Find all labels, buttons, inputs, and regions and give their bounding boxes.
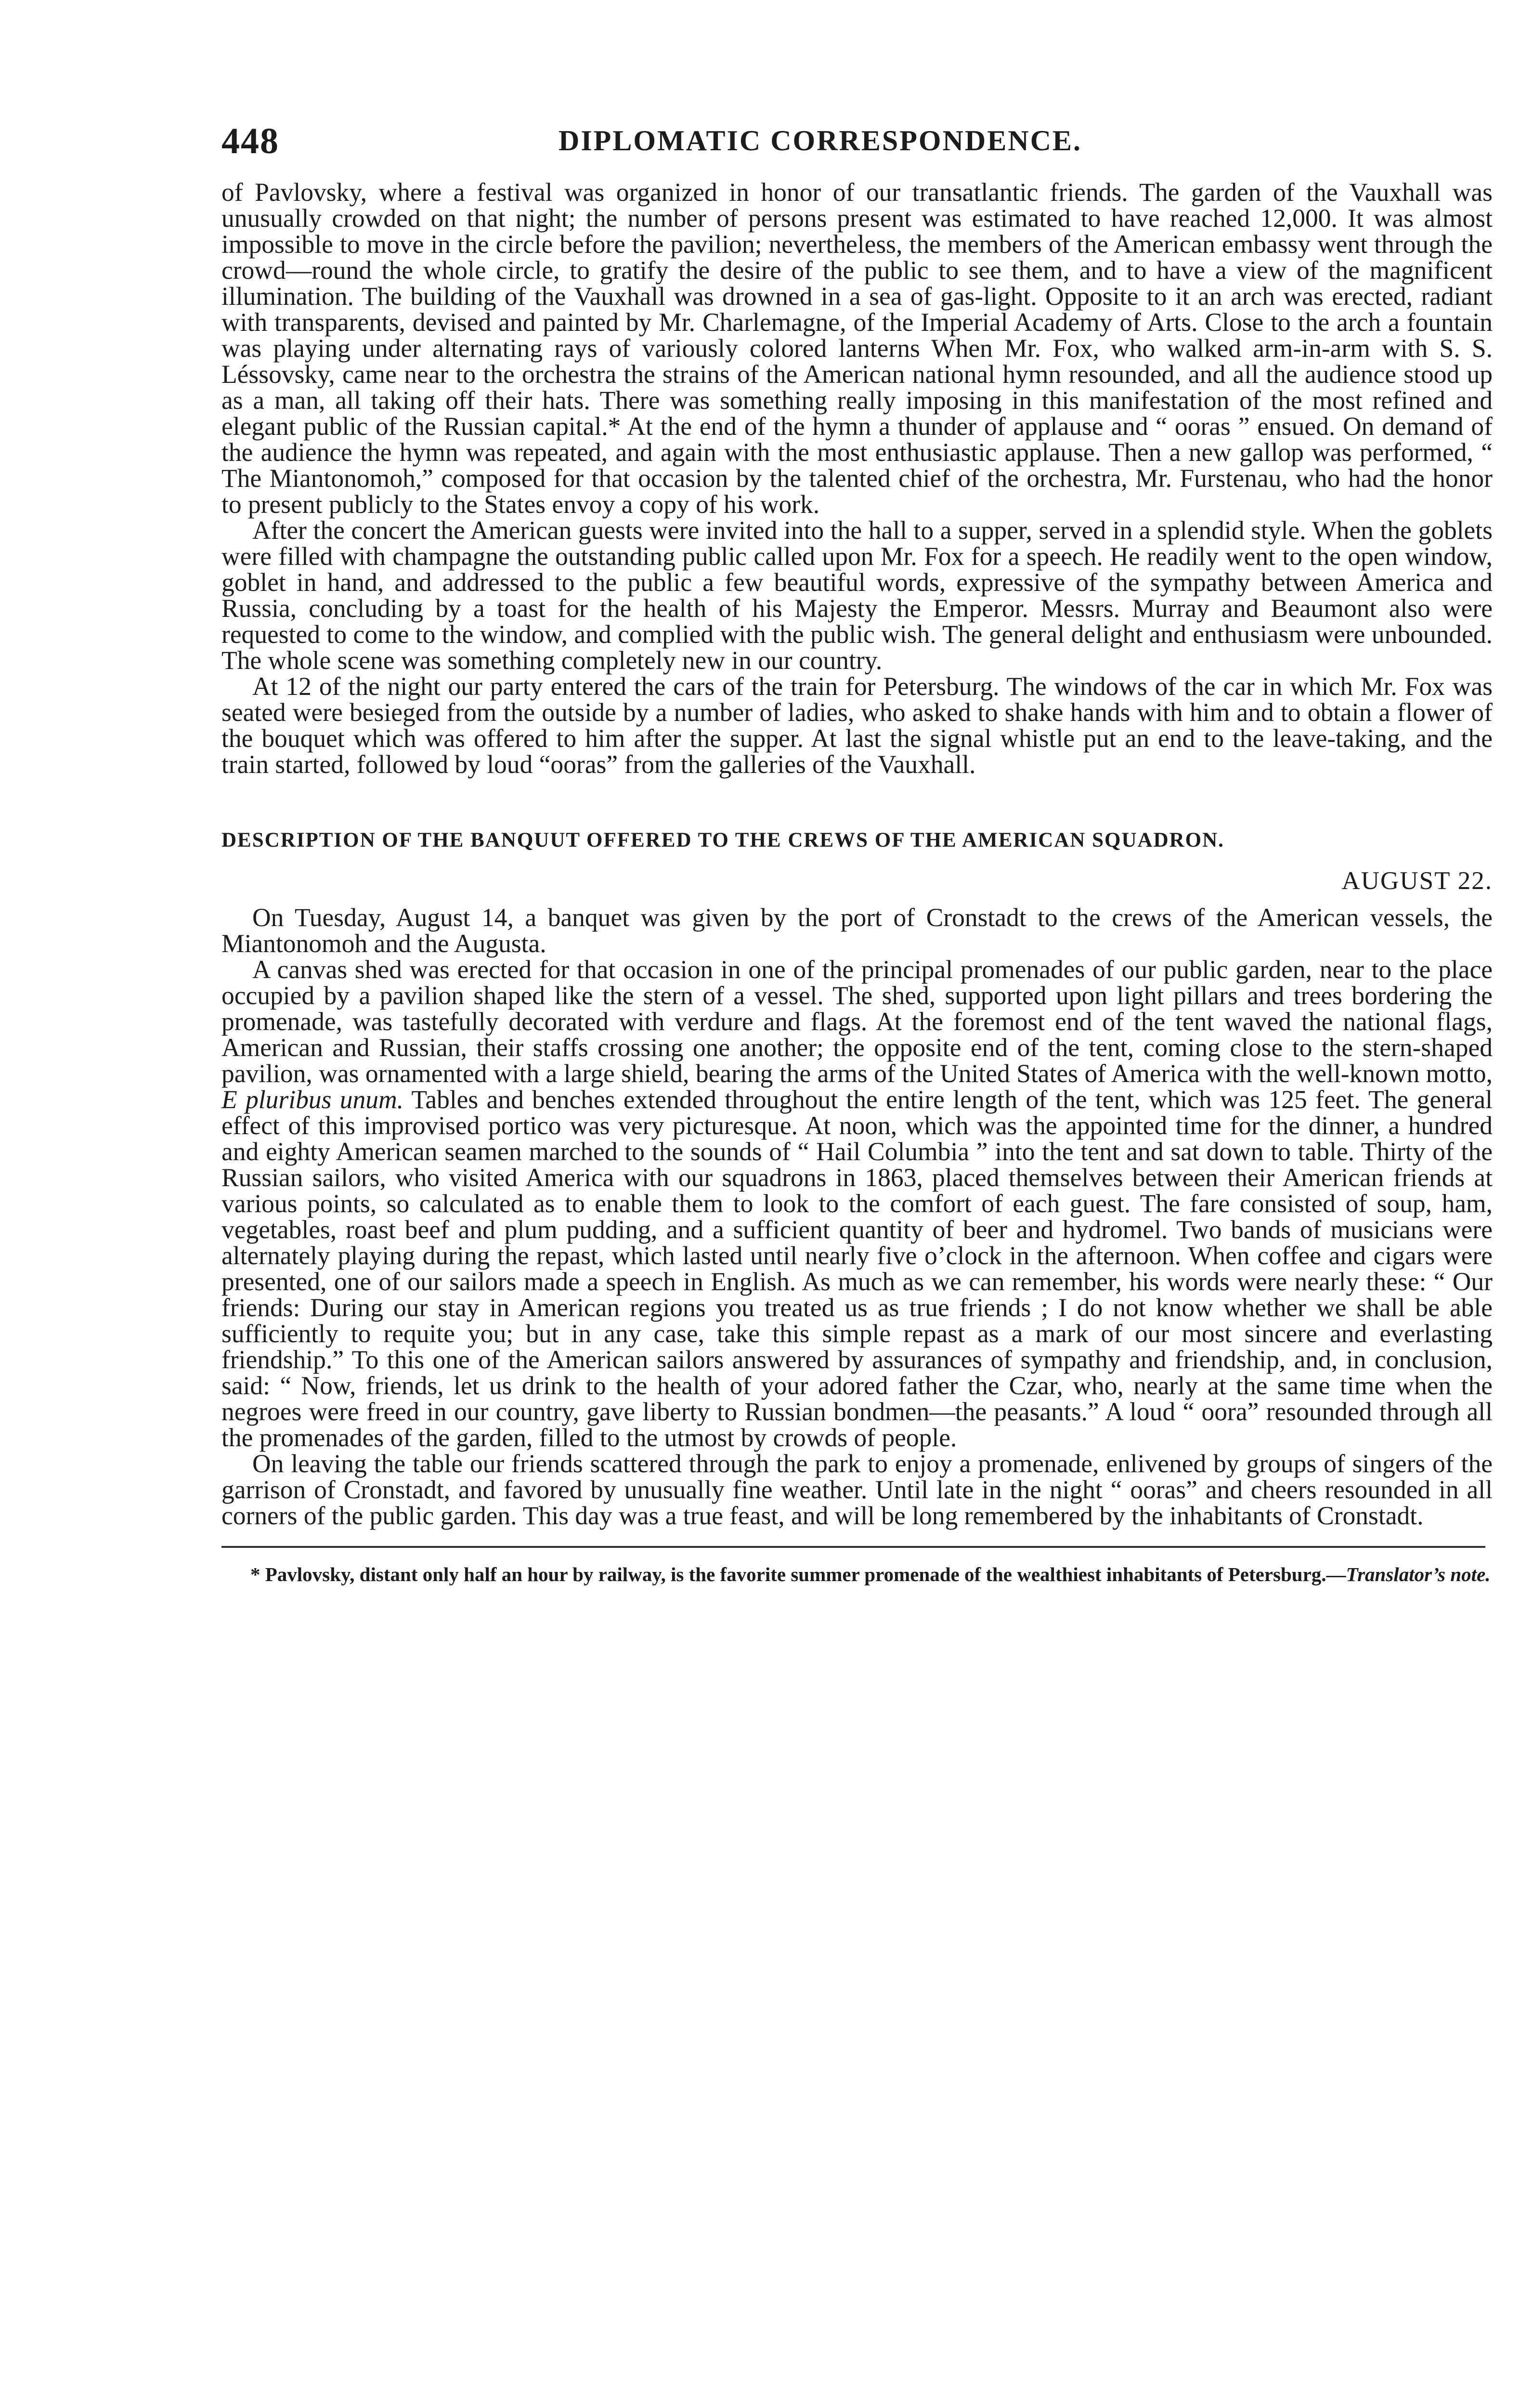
footnote-text: * Pavlovsky, distant only half an hour by railway, is the favorite summer promenade of the wealthiest inhabitants of Petersburg.— <box>250 1563 1346 1585</box>
running-title: DIPLOMATIC CORRESPONDENCE. <box>559 125 1082 157</box>
paragraph <box>221 956 1493 1451</box>
paragraph: On leaving the table our friends scattered through the park to enjoy a promenade, enlivened by groups of singers of the garrison of Cronstadt, and favored by unusually fine weather. Until late in the night “ ooras” and cheers resounded in all corners of the public garden. This day was a true feast, and will be long remembered by the inhabitants of Cronstadt. <box>221 1449 1493 1530</box>
page-number: 448 <box>221 121 279 161</box>
paragraph: On Tuesday, August 14, a banquet was given by the port of Cronstadt to the crews of the American vessels, the Miantonomoh and the Augusta. <box>221 903 1493 958</box>
paragraph-text: A canvas shed was erected for that occasion in one of the principal promenades of our public garden, near to the place occupied by a pavilion shaped like the stern of a vessel. The shed, supported upon light pillars and trees bordering the promenade, was tastefully decorated with verdure and flags. At the foremost end of the tent waved the national flags, American and Russian, their staffs crossing one another; the opposite end of the tent, coming close to the stern-shaped pavilion, was ornamented with a large shield, bearing the arms of the United States of America with the well-known motto, <box>221 955 1493 1088</box>
page <box>221 120 1493 1586</box>
section-banquet <box>221 827 1493 1529</box>
paragraph-text: Tables and benches extended throughout the entire length of the tent, which was 125 feet. The general effect of this improvised portico was very picturesque. At noon, which was the appointed time for the dinner, a hundred and eighty American seamen marched to the sounds of “ Hail Columbia ” into the tent and sat down to table. Thirty of the Russian sailors, who visited America with our squadrons in 1863, placed themselves between their American friends at various points, so calculated as to enable them to look to the comfort of each guest. The fare consisted of soup, ham, vegetables, roast beef and plum pudding, and a sufficient quantity of beer and hydromel. Two bands of musicians were alternately playing during the repast, which lasted until nearly five o’clock in the afternoon. When coffee and cigars were presented, one of our sailors made a speech in English. As much as we can remember, his words were nearly these: “ Our friends: During our stay in American regions you treated us as true friends ; I do not know whether we shall be able sufficiently to requite you; but in any case, take this simple repast as a mark of our most sincere and everlasting friendship.” To this one of the American sailors answered by assurances of sympathy and friendship, and, in conclusion, said: “ Now, friends, let us drink to the health of your adored father the Czar, who, nearly at the same time when the negroes were freed in our country, gave liberty to Russian bondmen—the peasants.” A loud “ oora” resounded through all the promenades of the garden, filled to the utmost by crowds of people. <box>221 1085 1493 1452</box>
paragraph: At 12 of the night our party entered the cars of the train for Petersburg. The windows of the car in which Mr. Fox was seated were besieged from the outside by a number of ladies, who asked to shake hands with him and to obtain a flower of the bouquet which was offered to him after the supper. At last the signal whistle put an end to the leave-taking, and the train started, followed by loud “ooras” from the galleries of the Vauxhall. <box>221 672 1493 779</box>
page-header <box>221 120 1493 173</box>
motto: E pluribus unum. <box>221 1085 403 1114</box>
paragraph: After the concert the American guests were invited into the hall to a supper, served in a splendid style. When the goblets were filled with champagne the outstanding public called upon Mr. Fox for a speech. He readily went to the open window, goblet in hand, and addressed to the public a few beautiful words, expressive of the sympathy between America and Russia, concluding by a toast for the health of his Majesty the Emperor. Messrs. Murray and Beaumont also were requested to come to the window, and complied with the public wish. The general delight and enthusiasm were unbounded. The whole scene was something completely new in our country. <box>221 516 1493 675</box>
section-date: AUGUST 22. <box>1341 867 1493 895</box>
section-heading: DESCRIPTION OF THE BANQUUT OFFERED TO THE CREWS OF THE AMERICAN SQUADRON. <box>221 829 1224 851</box>
footnote-divider <box>221 1546 1485 1548</box>
section-pavlovsky-festival <box>221 179 1493 777</box>
paragraph: of Pavlovsky, where a festival was organized in honor of our transatlantic friends. The garden of the Vauxhall was unusually crowded on that night; the number of persons present was estimated to have reached 12,000. It was almost impossible to move in the circle before the pavilion; nevertheless, the members of the American embassy went through the crowd—round the whole circle, to gratify the desire of the public to see them, and to have a view of the magnificent illumination. The building of the Vauxhall was drowned in a sea of gas-light. Opposite to it an arch was erected, radiant with transparents, devised and painted by Mr. Charlemagne, of the Imperial Academy of Arts. Close to the arch a fountain was playing under alternating rays of variously colored lanterns When Mr. Fox, who walked arm-in-arm with S. S. Léssovsky, came near to the orchestra the strains of the American national hymn resounded, and all the audience stood up as a man, all taking off their hats. There was something really imposing in this manifestation of the most refined and elegant public of the Russian capital.* At the end of the hymn a thunder of applause and “ ooras ” ensued. On demand of the audience the hymn was repeated, and again with the most enthusiastic applause. Then a new gallop was performed, “ The Miantonomoh,” composed for that occasion by the talented chief of the orchestra, Mr. Furstenau, who had the honor to present publicly to the States envoy a copy of his work. <box>221 178 1493 519</box>
translator-note: Translator’s note. <box>1346 1563 1491 1585</box>
footnote <box>221 1562 1493 1586</box>
